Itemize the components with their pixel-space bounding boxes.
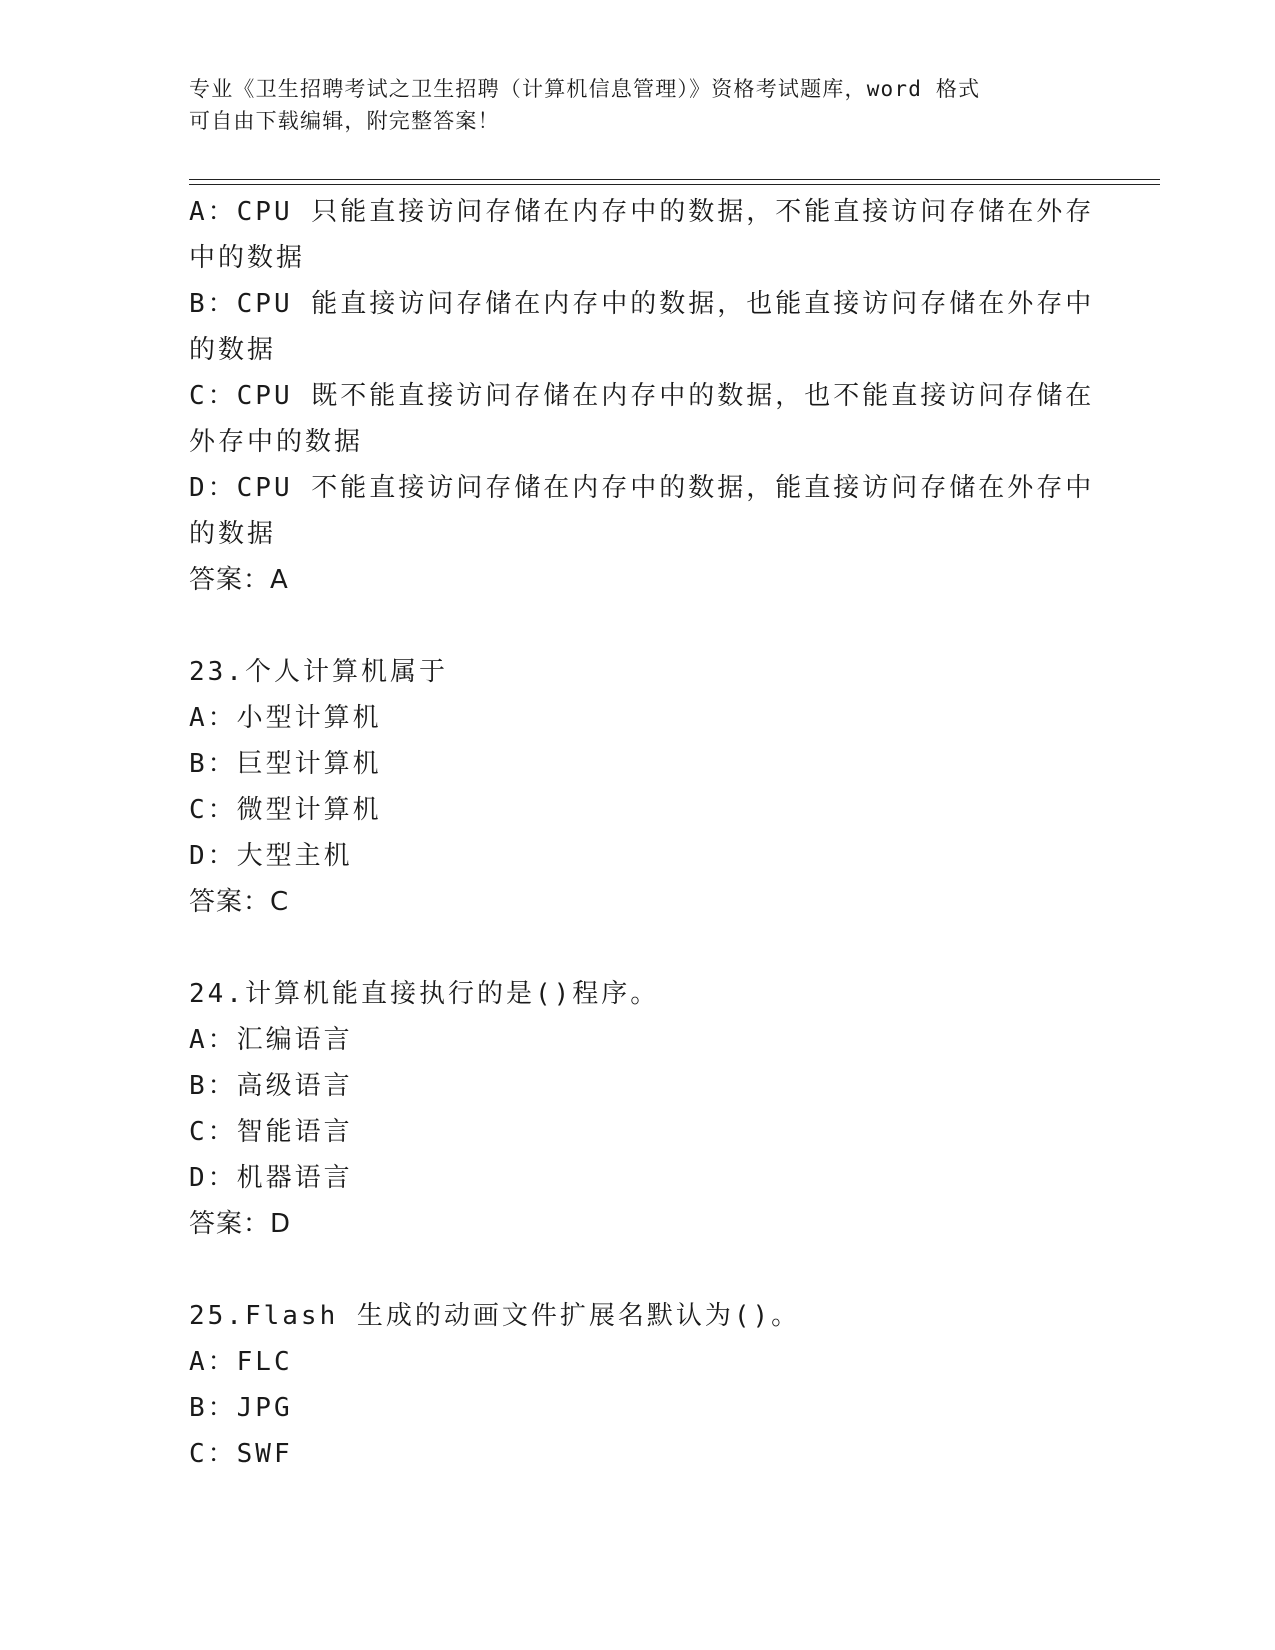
spacer <box>189 925 1069 971</box>
option-a: A：汇编语言 <box>189 1025 353 1055</box>
option-d-line-2: 的数据 <box>189 519 277 549</box>
header-title-line-1: 专业《卫生招聘考试之卫生招聘（计算机信息管理）》资格考试题库，word 格式 <box>189 77 981 101</box>
spacer <box>189 1247 1069 1293</box>
header-divider-top <box>189 179 1160 180</box>
option-a-line-1: A：CPU 只能直接访问存储在内存中的数据，不能直接访问存储在外存 <box>189 197 1095 227</box>
header-divider-bottom <box>189 184 1160 185</box>
option-a-line-2: 中的数据 <box>189 243 306 273</box>
option-b-line-1: B：CPU 能直接访问存储在内存中的数据，也能直接访问存储在外存中 <box>189 289 1095 319</box>
option-b: B：高级语言 <box>189 1071 353 1101</box>
option-d-line-1: D：CPU 不能直接访问存储在内存中的数据，能直接访问存储在外存中 <box>189 473 1095 503</box>
question-25 <box>189 1293 1069 1477</box>
header-title-line-2: 可自由下载编辑，附完整答案！ <box>189 109 500 133</box>
question-text: 24.计算机能直接执行的是()程序。 <box>189 979 660 1009</box>
answer-text: 答案：A <box>189 565 289 595</box>
option-c-line-1: C：CPU 既不能直接访问存储在内存中的数据，也不能直接访问存储在 <box>189 381 1095 411</box>
question-list <box>189 189 1095 1477</box>
option-b: B：JPG <box>189 1393 293 1423</box>
option-b-line-2: 的数据 <box>189 335 277 365</box>
option-a: A：FLC <box>189 1347 293 1377</box>
option-a: A：小型计算机 <box>189 703 382 733</box>
answer-text: 答案：D <box>189 1209 292 1239</box>
option-d: D：机器语言 <box>189 1163 353 1193</box>
option-c-line-2: 外存中的数据 <box>189 427 364 457</box>
question-text: 25.Flash 生成的动画文件扩展名默认为()。 <box>189 1301 801 1331</box>
question-24 <box>189 971 1069 1247</box>
question-22 <box>189 189 1095 603</box>
option-b: B：巨型计算机 <box>189 749 382 779</box>
option-c: C：SWF <box>189 1439 293 1469</box>
spacer <box>189 603 1069 649</box>
question-text: 23.个人计算机属于 <box>189 657 448 687</box>
document-header <box>189 73 1069 137</box>
answer-text: 答案：C <box>189 887 290 917</box>
option-c: C：微型计算机 <box>189 795 382 825</box>
question-23 <box>189 649 1069 925</box>
option-d: D：大型主机 <box>189 841 353 871</box>
option-c: C：智能语言 <box>189 1117 353 1147</box>
